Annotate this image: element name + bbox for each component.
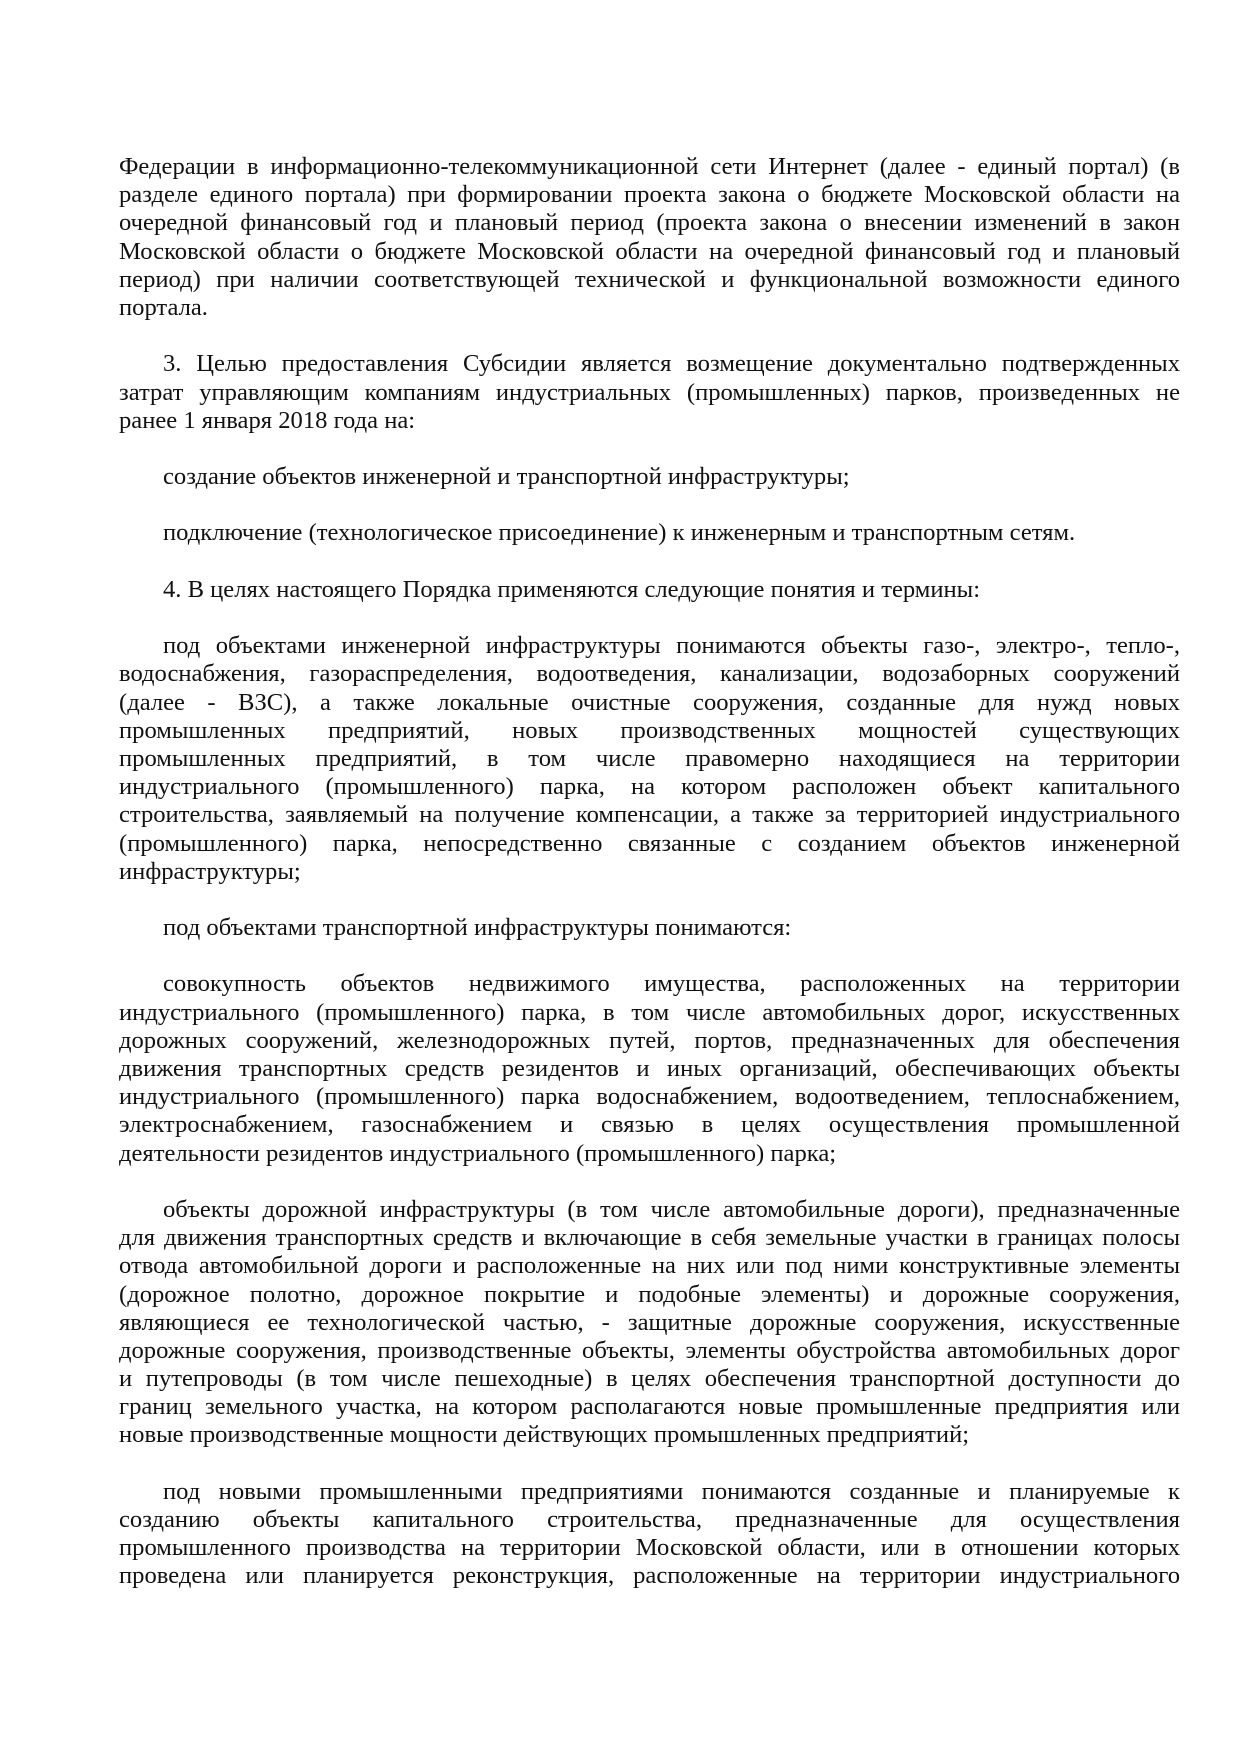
text-line: созданию объекты капитального строительства, предназначенные для осуществления (119, 1506, 1180, 1533)
text-line: объекты дорожной инфраструктуры (в том числе автомобильные дороги), предназначенные (163, 1195, 1180, 1223)
paragraph (119, 153, 1180, 322)
text-line: подключение (технологическое присоединение) к инженерным и транспортным сетям. (163, 519, 1076, 547)
paragraph (119, 632, 1180, 886)
text-line: портала. (119, 293, 208, 321)
text-line: индустриального (промышленного) парка, в том числе автомобильных дорог, искусственных (119, 998, 1180, 1026)
text-line: и путепроводы (в том числе пешеходные) в целях обеспечения транспортной доступности до (119, 1365, 1180, 1393)
text-line: проведена или планируется реконструкция, расположенные на территории индустриального (119, 1562, 1180, 1590)
text-line: водоснабжения, газораспределения, водоотведения, канализации, водозаборных сооружений (119, 660, 1180, 688)
paragraph (119, 1478, 1180, 1591)
document-page (119, 153, 1180, 1619)
paragraph (119, 463, 1180, 491)
text-line: промышленных предприятий, новых производственных мощностей существующих (119, 716, 1180, 744)
text-line: движения транспортных средств резидентов и иных организаций, обеспечивающих объекты (119, 1055, 1180, 1082)
text-line: разделе единого портала) при формировании проекта закона о бюджете Московской области на (119, 181, 1180, 209)
text-line: Федерации в информационно-телекоммуникационной сети Интернет (далее - единый портал) (в (119, 153, 1180, 180)
text-line: 4. В целях настоящего Порядка применяются следующие понятия и термины: (163, 575, 981, 603)
paragraph (119, 1196, 1180, 1450)
paragraph (119, 914, 1180, 942)
text-line: границ земельного участка, на котором располагаются новые промышленные предприятия или (119, 1393, 1180, 1421)
paragraph (119, 350, 1180, 435)
text-line: промышленных предприятий, в том числе правомерно находящиеся на территории (119, 744, 1180, 772)
text-line: период) при наличии соответствующей технической и функциональной возможности единого (119, 265, 1180, 293)
text-line: (далее - ВЗС), а также локальные очистные сооружения, созданные для нужд новых (119, 688, 1180, 716)
text-line: очередной финансовый год и плановый период (проекта закона о внесении изменений в закон (119, 209, 1180, 237)
text-line: затрат управляющим компаниям индустриальных (промышленных) парков, произведенных не (119, 378, 1180, 406)
text-line: промышленного производства на территории Московской области, или в отношении которых (119, 1534, 1180, 1562)
text-line: индустриального (промышленного) парка, на котором расположен объект капитального (119, 773, 1180, 801)
text-line: (дорожное полотно, дорожное покрытие и подобные элементы) и дорожные сооружения, (119, 1280, 1180, 1308)
text-line: электроснабжением, газоснабжением и связью в целях осуществления промышленной (119, 1111, 1180, 1139)
text-line: ранее 1 января 2018 года на: (119, 406, 416, 434)
text-line: для движения транспортных средств и включающие в себя земельные участки в границах полосы (119, 1224, 1180, 1252)
text-line: дорожные сооружения, производственные объекты, элементы обустройства автомобильных дорог (119, 1336, 1180, 1364)
text-line: деятельности резидентов индустриального (промышленного) парка; (119, 1139, 837, 1167)
text-line: под новыми промышленными предприятиями понимаются созданные и планируемые к (163, 1477, 1180, 1505)
text-line: новые производственные мощности действующих промышленных предприятий; (119, 1421, 970, 1449)
text-line: дорожных сооружений, железнодорожных путей, портов, предназначенных для обеспечения (119, 1026, 1180, 1054)
text-line: являющиеся ее технологической частью, - защитные дорожные сооружения, искусственные (119, 1308, 1180, 1336)
text-line: индустриального (промышленного) парка водоснабжением, водоотведением, теплоснабжением, (119, 1083, 1180, 1111)
paragraph (119, 576, 1180, 604)
text-line: совокупность объектов недвижимого имущества, расположенных на территории (163, 970, 1180, 998)
text-line: Московской области о бюджете Московской области на очередной финансовый год и плановый (119, 237, 1180, 265)
text-line: строительства, заявляемый на получение компенсации, а также за территорией индустриального (119, 801, 1180, 829)
text-line: под объектами транспортной инфраструктуры понимаются: (163, 914, 792, 942)
text-line: под объектами инженерной инфраструктуры понимаются объекты газо-, электро-, тепло-, (163, 632, 1180, 660)
text-line: создание объектов инженерной и транспортной инфраструктуры; (163, 463, 850, 491)
text-line: инфраструктуры; (119, 857, 301, 885)
text-line: (промышленного) парка, непосредственно связанные с созданием объектов инженерной (119, 829, 1180, 857)
text-line: отвода автомобильной дороги и расположенные на них или под ними конструктивные элементы (119, 1252, 1180, 1280)
paragraph (119, 519, 1180, 547)
text-line: 3. Целью предоставления Субсидии является возмещение документально подтвержденных (163, 350, 1180, 378)
paragraph (119, 970, 1180, 1167)
